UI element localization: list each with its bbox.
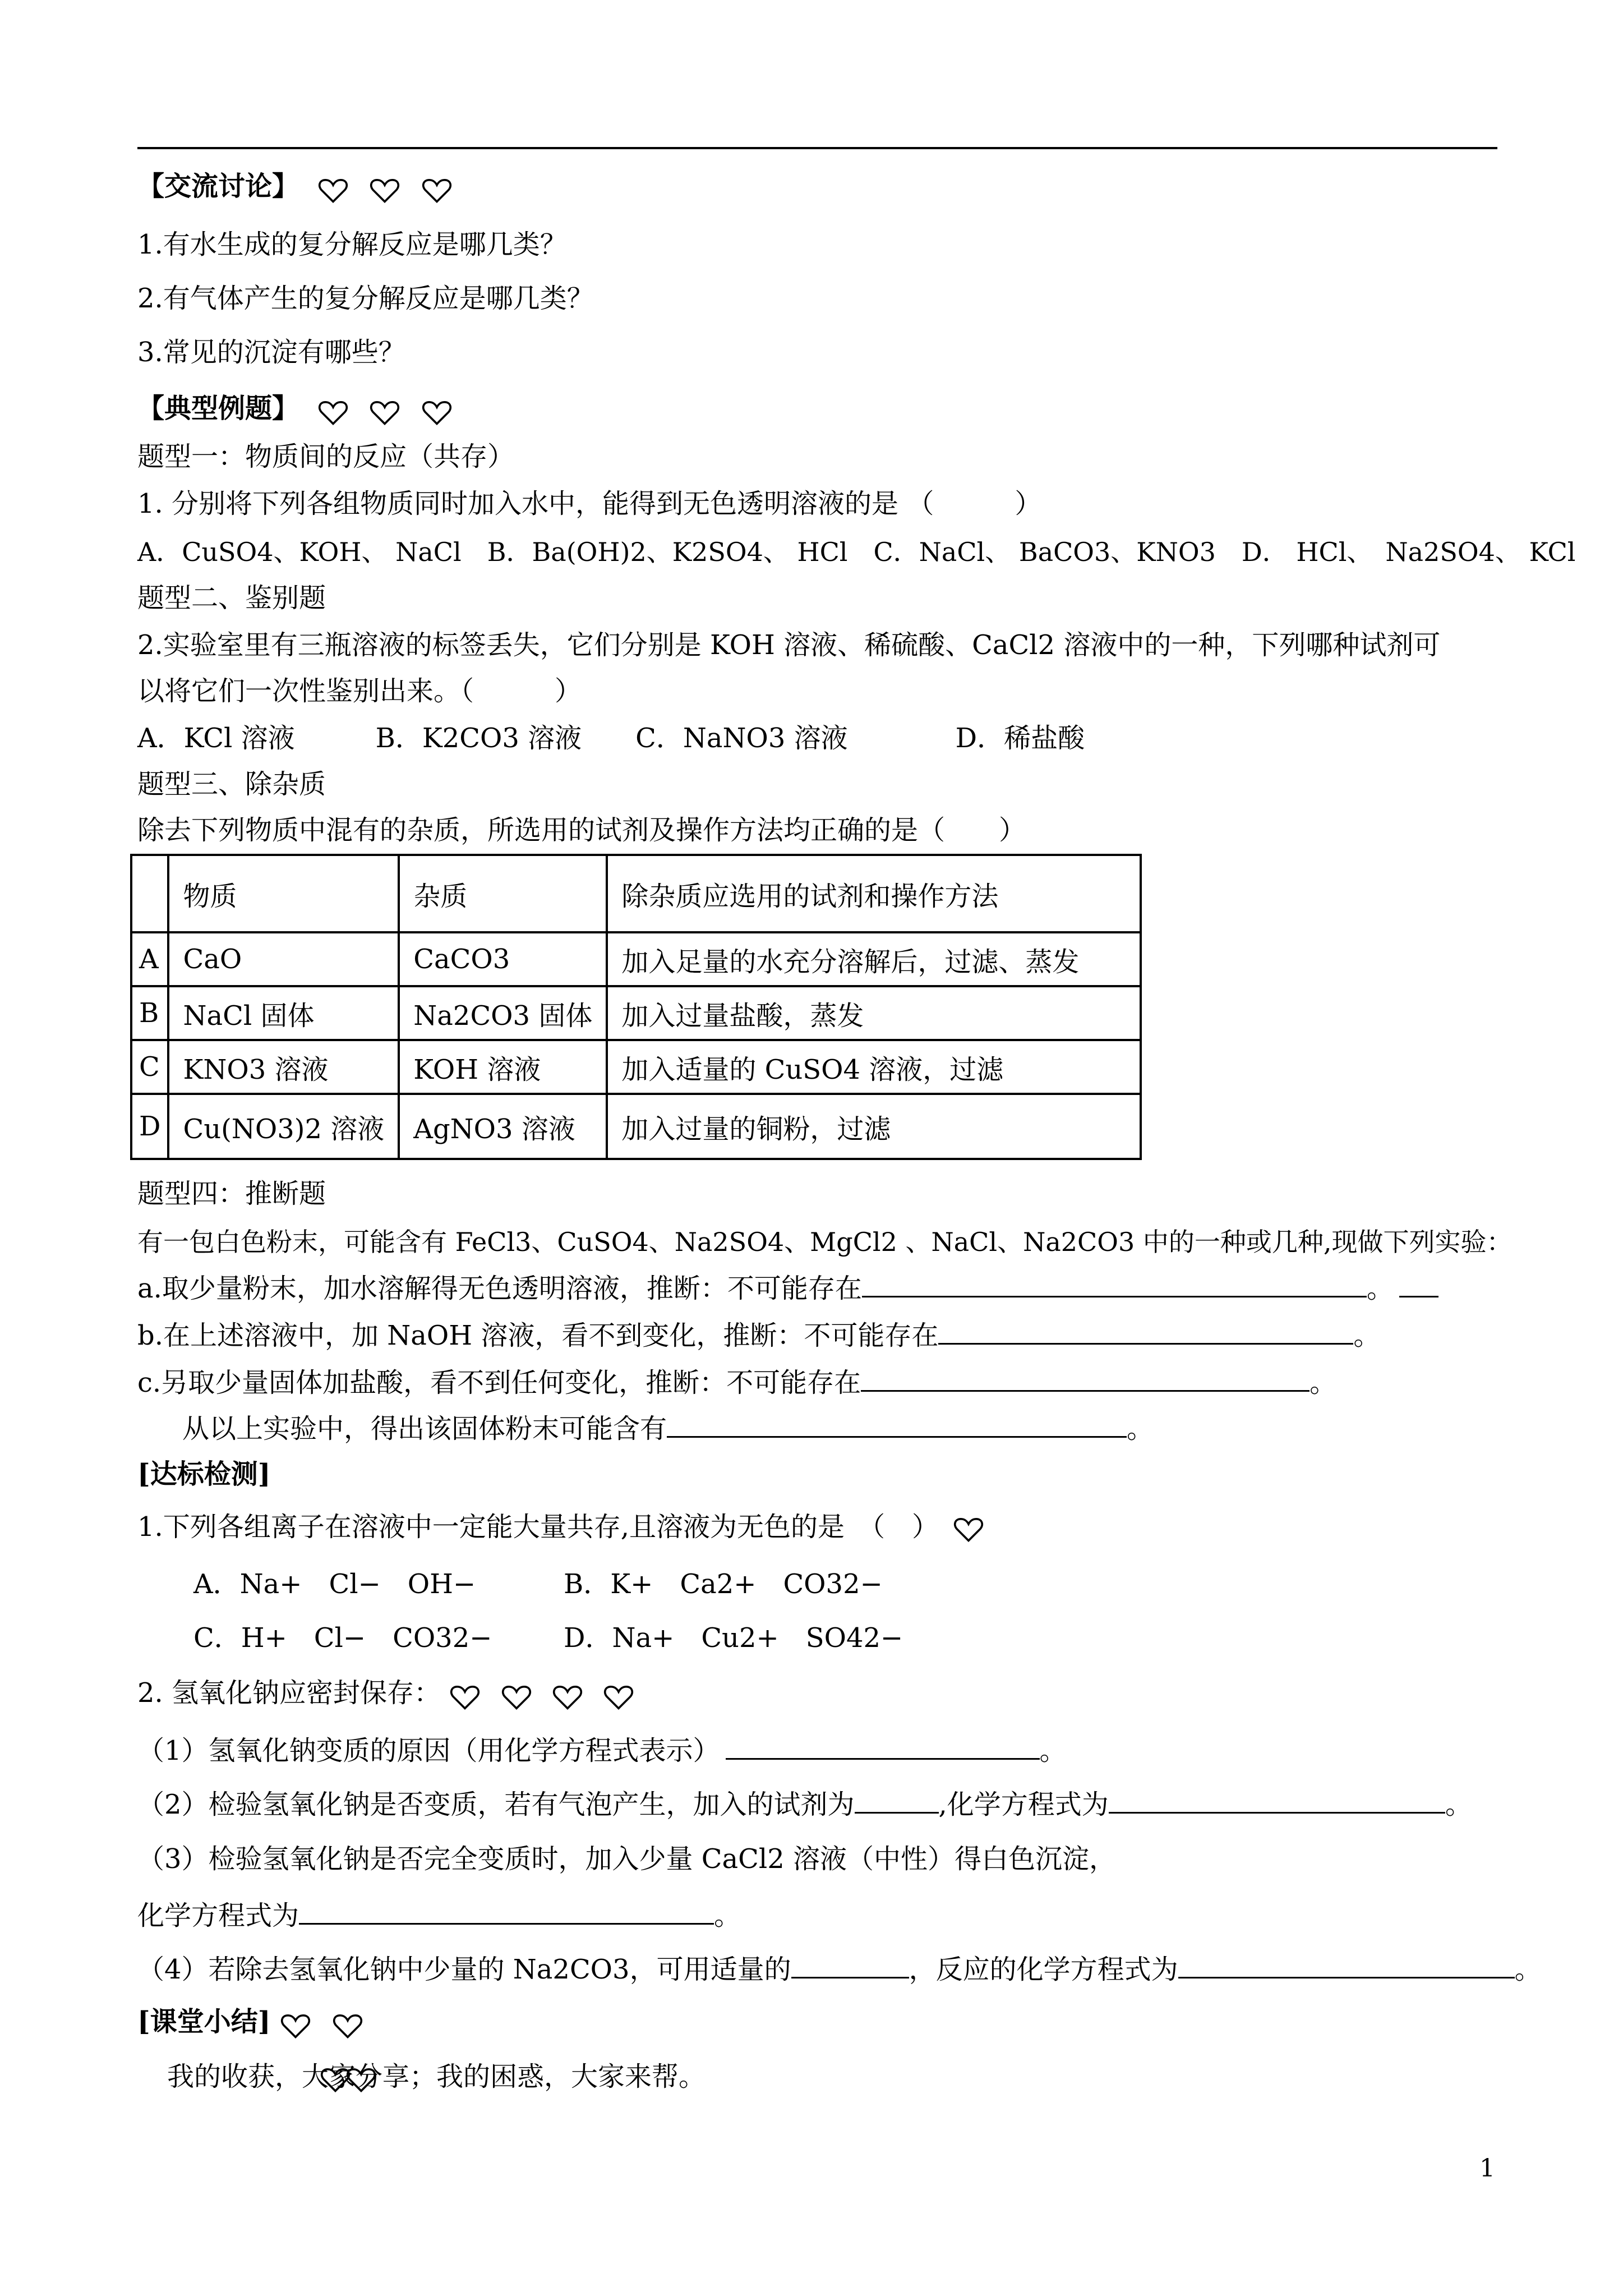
q2-4-text-a: （4）若除去氢氧化钠中少量的 Na2CO3，可用适量的 bbox=[137, 1954, 791, 1985]
example-q2-stem-line1: 2.实验室里有三瓶溶液的标签丢失，它们分别是 KOH 溶液、稀硫酸、CaCl2 溶液中的一种，下列哪种试剂可 bbox=[137, 629, 1441, 661]
example-q1-options: A．CuSO4、KOH、 NaCl B．Ba(OH)2、K2SO4、 HCl C．NaCl、 BaCO3、KNO3 D． HCl、 Na2SO4、 KCl bbox=[137, 537, 1576, 567]
period: 。 bbox=[1039, 1735, 1067, 1766]
answer-blank[interactable] bbox=[791, 1950, 909, 1978]
example-q1-stem: 1. 分别将下列各组物质同时加入水中，能得到无色透明溶液的是 （ ） bbox=[137, 488, 1042, 519]
exchange-question-3: 3.常见的沉淀有哪些？ bbox=[137, 337, 405, 368]
period: 。 bbox=[1366, 1273, 1394, 1304]
q4-b-text: b.在上述溶液中，加 NaOH 溶液，看不到变化，推断：不可能存在 bbox=[137, 1320, 939, 1351]
heart-rating bbox=[449, 1677, 645, 1713]
period: 。 bbox=[1353, 1320, 1381, 1351]
table-cell: 加入足量的水充分溶解后，过滤、蒸发 bbox=[607, 932, 1141, 986]
q2-1-text: （1）氢氧化钠变质的原因（用化学方程式表示） bbox=[137, 1735, 720, 1766]
exchange-question-1: 1.有水生成的复分解反应是哪几类？ bbox=[137, 229, 567, 260]
example-q4-a bbox=[137, 1269, 1438, 1306]
test-q1-option-a: A．Na+ Cl− OH− bbox=[193, 1568, 476, 1600]
answer-blank[interactable] bbox=[862, 1269, 1367, 1297]
q4-conclusion-text: 从以上实验中，得出该固体粉末可能含有 bbox=[182, 1413, 667, 1444]
test-title: [达标检测] bbox=[137, 1458, 271, 1490]
example-q3-stem: 除去下列物质中混有的杂质，所选用的试剂及操作方法均正确的是（ ） bbox=[137, 815, 1026, 846]
table-cell: CaO bbox=[168, 932, 399, 986]
exchange-heading-line bbox=[137, 168, 464, 206]
test-q2-part3: （3）检验氢氧化钠是否完全变质时，加入少量 CaCl2 溶液（中性）得白色沉淀， bbox=[137, 1843, 1117, 1875]
table-cell: 加入过量盐酸，蒸发 bbox=[607, 986, 1141, 1040]
example-q4-stem: 有一包白色粉末，可能含有 FeCl3、CuSO4、Na2SO4、MgCl2 、NaCl、Na2CO3 中的一种或几种,现做下列实验： bbox=[137, 1227, 1513, 1257]
q2-3-text-b: 化学方程式为 bbox=[137, 1900, 299, 1931]
table-cell: AgNO3 溶液 bbox=[399, 1094, 607, 1159]
answer-blank[interactable] bbox=[667, 1409, 1127, 1438]
answer-blank[interactable] bbox=[1109, 1785, 1445, 1814]
heart-icon bbox=[603, 1683, 634, 1711]
summary-title: [课堂小结] bbox=[137, 2006, 271, 2037]
test-q1-line bbox=[137, 1509, 995, 1545]
heart-icon bbox=[953, 1515, 984, 1543]
table-row bbox=[131, 1094, 1141, 1159]
overlap-hearts bbox=[320, 2065, 388, 2093]
table-header-row bbox=[131, 855, 1141, 932]
examples-title: 【典型例题】 bbox=[137, 393, 299, 424]
heart-icon bbox=[345, 2065, 377, 2093]
type-1-title: 题型一：物质间的反应（共存） bbox=[137, 441, 515, 472]
page-number: 1 bbox=[1479, 2154, 1495, 2183]
example-q4-conclusion bbox=[182, 1409, 1154, 1447]
table-cell: 加入适量的 CuSO4 溶液，过滤 bbox=[607, 1040, 1141, 1094]
table-cell: CaCO3 bbox=[399, 932, 607, 986]
table-cell: KOH 溶液 bbox=[399, 1040, 607, 1094]
q2-2-text-b: ,化学方程式为 bbox=[938, 1789, 1109, 1820]
table-cell: D bbox=[131, 1094, 168, 1159]
heart-icon bbox=[421, 398, 453, 426]
test-q2-part1 bbox=[137, 1731, 1067, 1769]
q2-2-text-a: （2）检验氢氧化钠是否变质，若有气泡产生，加入的试剂为 bbox=[137, 1789, 855, 1820]
table-cell: Cu(NO3)2 溶液 bbox=[168, 1094, 399, 1159]
header-rule bbox=[137, 147, 1497, 149]
answer-blank[interactable] bbox=[861, 1363, 1310, 1392]
table-row bbox=[131, 986, 1141, 1040]
examples-heading-line bbox=[137, 390, 464, 429]
test-q1-option-c: C．H+ Cl− CO32− bbox=[193, 1622, 492, 1654]
heart-icon bbox=[317, 176, 349, 204]
answer-blank[interactable] bbox=[855, 1785, 939, 1814]
example-q4-b bbox=[137, 1316, 1380, 1354]
impurity-table bbox=[130, 854, 1142, 1160]
table-header-cell: 物质 bbox=[168, 855, 399, 932]
summary-heading-line bbox=[137, 2004, 375, 2042]
test-q2-stem: 2. 氢氧化钠应密封保存： bbox=[137, 1677, 441, 1709]
type-3-title: 题型三、除杂质 bbox=[137, 769, 326, 800]
period: 。 bbox=[1514, 1954, 1542, 1985]
table-cell: KNO3 溶液 bbox=[168, 1040, 399, 1094]
table-cell: A bbox=[131, 932, 168, 986]
heart-icon bbox=[332, 2012, 363, 2040]
example-q4-c bbox=[137, 1363, 1336, 1401]
test-q2-part2 bbox=[137, 1785, 1472, 1823]
heart-icon bbox=[280, 2012, 311, 2040]
heart-icon bbox=[317, 398, 349, 426]
q2-4-text-b: ，反应的化学方程式为 bbox=[909, 1954, 1178, 1985]
period: 。 bbox=[1127, 1413, 1154, 1444]
type-2-title: 题型二、鉴别题 bbox=[137, 582, 326, 614]
table-cell: 加入过量的铜粉，过滤 bbox=[607, 1094, 1141, 1159]
table-row bbox=[131, 1040, 1141, 1094]
heart-icon bbox=[421, 176, 453, 204]
table-cell: NaCl 固体 bbox=[168, 986, 399, 1040]
heart-rating bbox=[317, 393, 464, 429]
table-row bbox=[131, 932, 1141, 986]
q4-c-text: c.另取少量固体加盐酸，看不到任何变化，推断：不可能存在 bbox=[137, 1367, 861, 1398]
test-q2-part4 bbox=[137, 1950, 1542, 1987]
table-header-cell: 杂质 bbox=[399, 855, 607, 932]
heart-rating bbox=[317, 171, 464, 206]
example-q2-options: A．KCl 溶液 B．K2CO3 溶液 C．NaNO3 溶液 D．稀盐酸 bbox=[137, 723, 1085, 754]
answer-blank[interactable] bbox=[1178, 1950, 1515, 1978]
table-cell: B bbox=[131, 986, 168, 1040]
heart-icon bbox=[449, 1683, 481, 1711]
test-q2-part3-equation bbox=[137, 1896, 741, 1934]
table-cell: Na2CO3 固体 bbox=[399, 986, 607, 1040]
heart-icon bbox=[369, 176, 400, 204]
test-q1-option-b: B．K+ Ca2+ CO32− bbox=[564, 1568, 883, 1600]
example-q2-stem-line2: 以将它们一次性鉴别出来。（ ） bbox=[137, 675, 582, 707]
q4-a-text: a.取少量粉末，加水溶解得无色透明溶液，推断：不可能存在 bbox=[137, 1273, 862, 1304]
summary-text: 我的收获，大家分享；我的困惑，大家来帮。 bbox=[167, 2061, 706, 2092]
heart-icon bbox=[501, 1683, 532, 1711]
heart-rating bbox=[280, 2006, 375, 2042]
table-header-cell: 除杂质应选用的试剂和操作方法 bbox=[607, 855, 1141, 932]
table-header-cell bbox=[131, 855, 168, 932]
heart-icon bbox=[552, 1683, 583, 1711]
answer-blank[interactable] bbox=[938, 1316, 1353, 1345]
answer-blank[interactable] bbox=[726, 1731, 1040, 1760]
type-4-title: 题型四：推断题 bbox=[137, 1178, 326, 1209]
period: 。 bbox=[1445, 1789, 1472, 1820]
period: 。 bbox=[1310, 1367, 1337, 1398]
answer-blank[interactable] bbox=[299, 1896, 714, 1925]
test-q2-stem-line bbox=[137, 1675, 645, 1713]
test-q1-option-d: D．Na+ Cu2+ SO42− bbox=[564, 1622, 903, 1654]
exchange-question-2: 2.有气体产生的复分解反应是哪几类？ bbox=[137, 283, 594, 314]
heart-icon bbox=[369, 398, 400, 426]
table-cell: C bbox=[131, 1040, 168, 1094]
answer-blank[interactable] bbox=[1399, 1269, 1438, 1297]
period: 。 bbox=[714, 1900, 741, 1931]
exchange-title: 【交流讨论】 bbox=[137, 171, 299, 202]
test-q1-stem: 1.下列各组离子在溶液中一定能大量共存,且溶液为无色的是 （ ） bbox=[137, 1511, 939, 1543]
